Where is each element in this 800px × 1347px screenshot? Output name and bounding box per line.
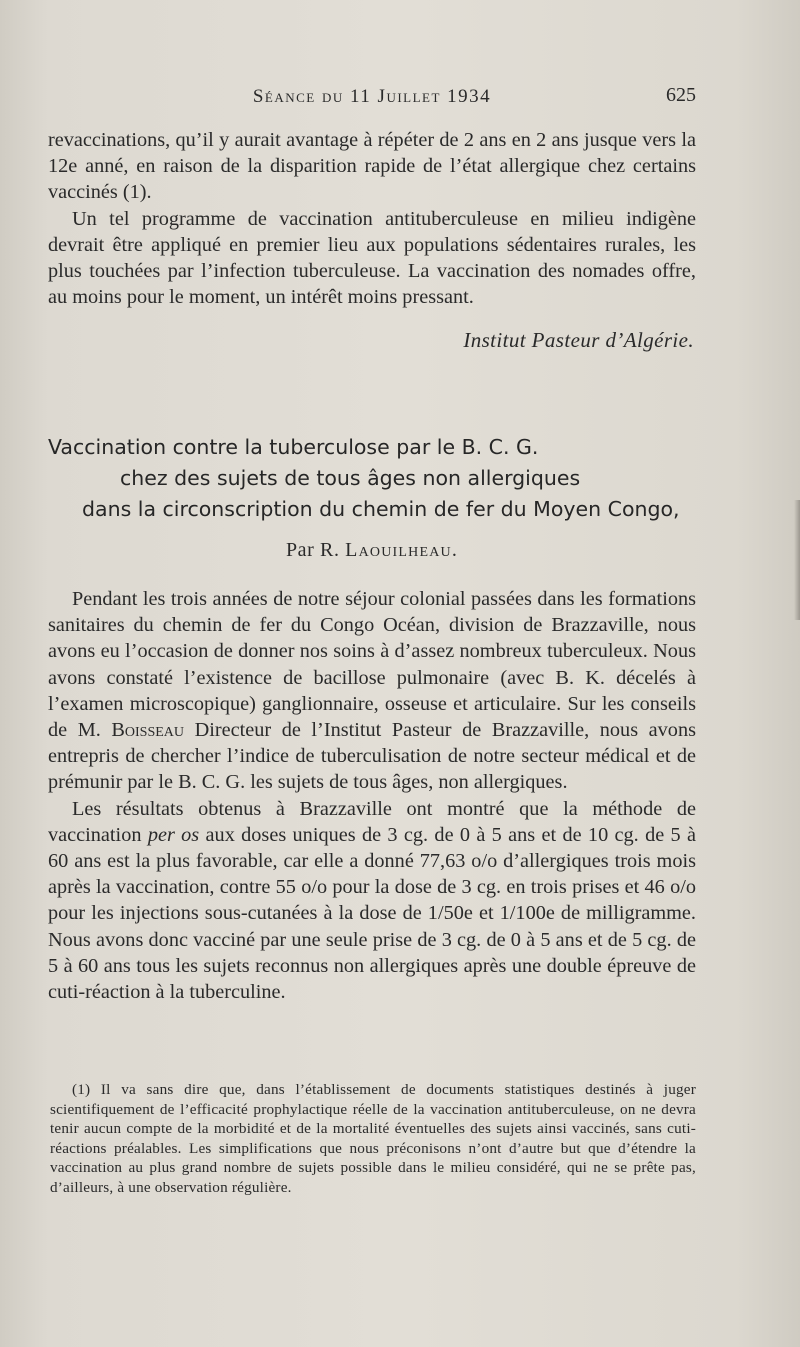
paragraph-text: Les résultats obtenus à Brazzaville ont montré que la méthode de vaccination (48, 797, 696, 846)
paragraph (48, 796, 696, 1006)
paragraph-text: Directeur de l’Institut Pasteur de Brazzaville, nous avons entrepris de chercher l’indice de tuberculisation de notre secteur médical et de prémunir par le B. C. G. les sujets de tous âges, non allergiques. (48, 719, 696, 794)
paragraph: Un tel programme de vaccination antituberculeuse en milieu indigène devrait être appliqué en premier lieu aux populations sédentaires rurales, les plus touchées par l’infection tuberculeuse. La vaccination des nomades offre, au moins pour le moment, un intérêt moins pressant. (48, 207, 696, 309)
paragraph (48, 586, 696, 796)
paragraph-text: Pendant les trois années de notre séjour colonial passées dans les formations sanitaires du chemin de fer du Congo Océan, division de Brazzaville, nous avons eu l’occasion de donner nos soins à d’assez nombreux tuberculeux. Nous avons constaté l’existence de bacillose pulmonaire (avec B. K. décelés à l’examen microscopique) ganglionnaire, osseuse et articulaire. Sur les conseils de M. (48, 588, 696, 742)
author-name: Laouilheau. (345, 539, 459, 561)
person-name: Boisseau (111, 719, 185, 742)
author-byline (48, 539, 696, 562)
paragraph: revaccinations, qu’il y aurait avantage à répéter de 2 ans en 2 ans jusque vers la 12e anné, en raison de la disparition rapide de l’état allergique chez certains vaccinés (1). (48, 129, 696, 204)
author-prefix: Par R. (285, 539, 340, 561)
article-body (48, 586, 696, 1005)
page-edge-shadow (794, 500, 800, 620)
latin-term: per os (147, 823, 200, 846)
institution-signature: Institut Pasteur d’Algérie. (463, 328, 694, 352)
article-title (48, 432, 698, 525)
running-title: Séance du 11 Juillet 1934 (252, 86, 492, 107)
page-number: 625 (666, 84, 696, 106)
article-title-line: Vaccination contre la tuberculose par le B. C. G. (48, 435, 539, 459)
footnote-text: (1) Il va sans dire que, dans l’établissement de documents statistiques destinés à juger scientifiquement de l’efficacité prophylactique réelle de la vaccination antituberculeuse, on ne devra tenir aucun compte de la morbidité et de la mortalité éventuelles des sujets ainsi vaccinés, sans cuti-réactions préalables. Les simplifications que nous préconisons n’ont d’autre but que d’étendre la vaccination au plus grand nombre de sujets possible dans le milieu considéré, qui ne se prête pas, d’ailleurs, à une observation régulière. (50, 1081, 696, 1196)
page-header (48, 84, 696, 114)
footnote (50, 1080, 696, 1198)
previous-article-ending (48, 127, 696, 310)
article-title-line: dans la circonscription du chemin de fer du Moyen Congo, (82, 497, 680, 521)
article-title-line: chez des sujets de tous âges non allergiques (120, 466, 581, 490)
paragraph-text: aux doses uniques de 3 cg. de 0 à 5 ans et de 10 cg. de 5 à 60 ans est la plus favorable, car elle a donné 77,63 o/o d’allergiques trois mois après la vaccination, contre 55 o/o pour la dose de 3 cg. en trois prises et 46 o/o pour les injections sous-cutanées à la dose de 1/50e et 1/100e de milligramme. Nous avons donc vacciné par une seule prise de 3 cg. de 0 à 5 ans et de 5 cg. de 5 à 60 ans tous les sujets reconnus non allergiques après une double épreuve de cuti-réaction à la tuberculine. (48, 823, 697, 1004)
